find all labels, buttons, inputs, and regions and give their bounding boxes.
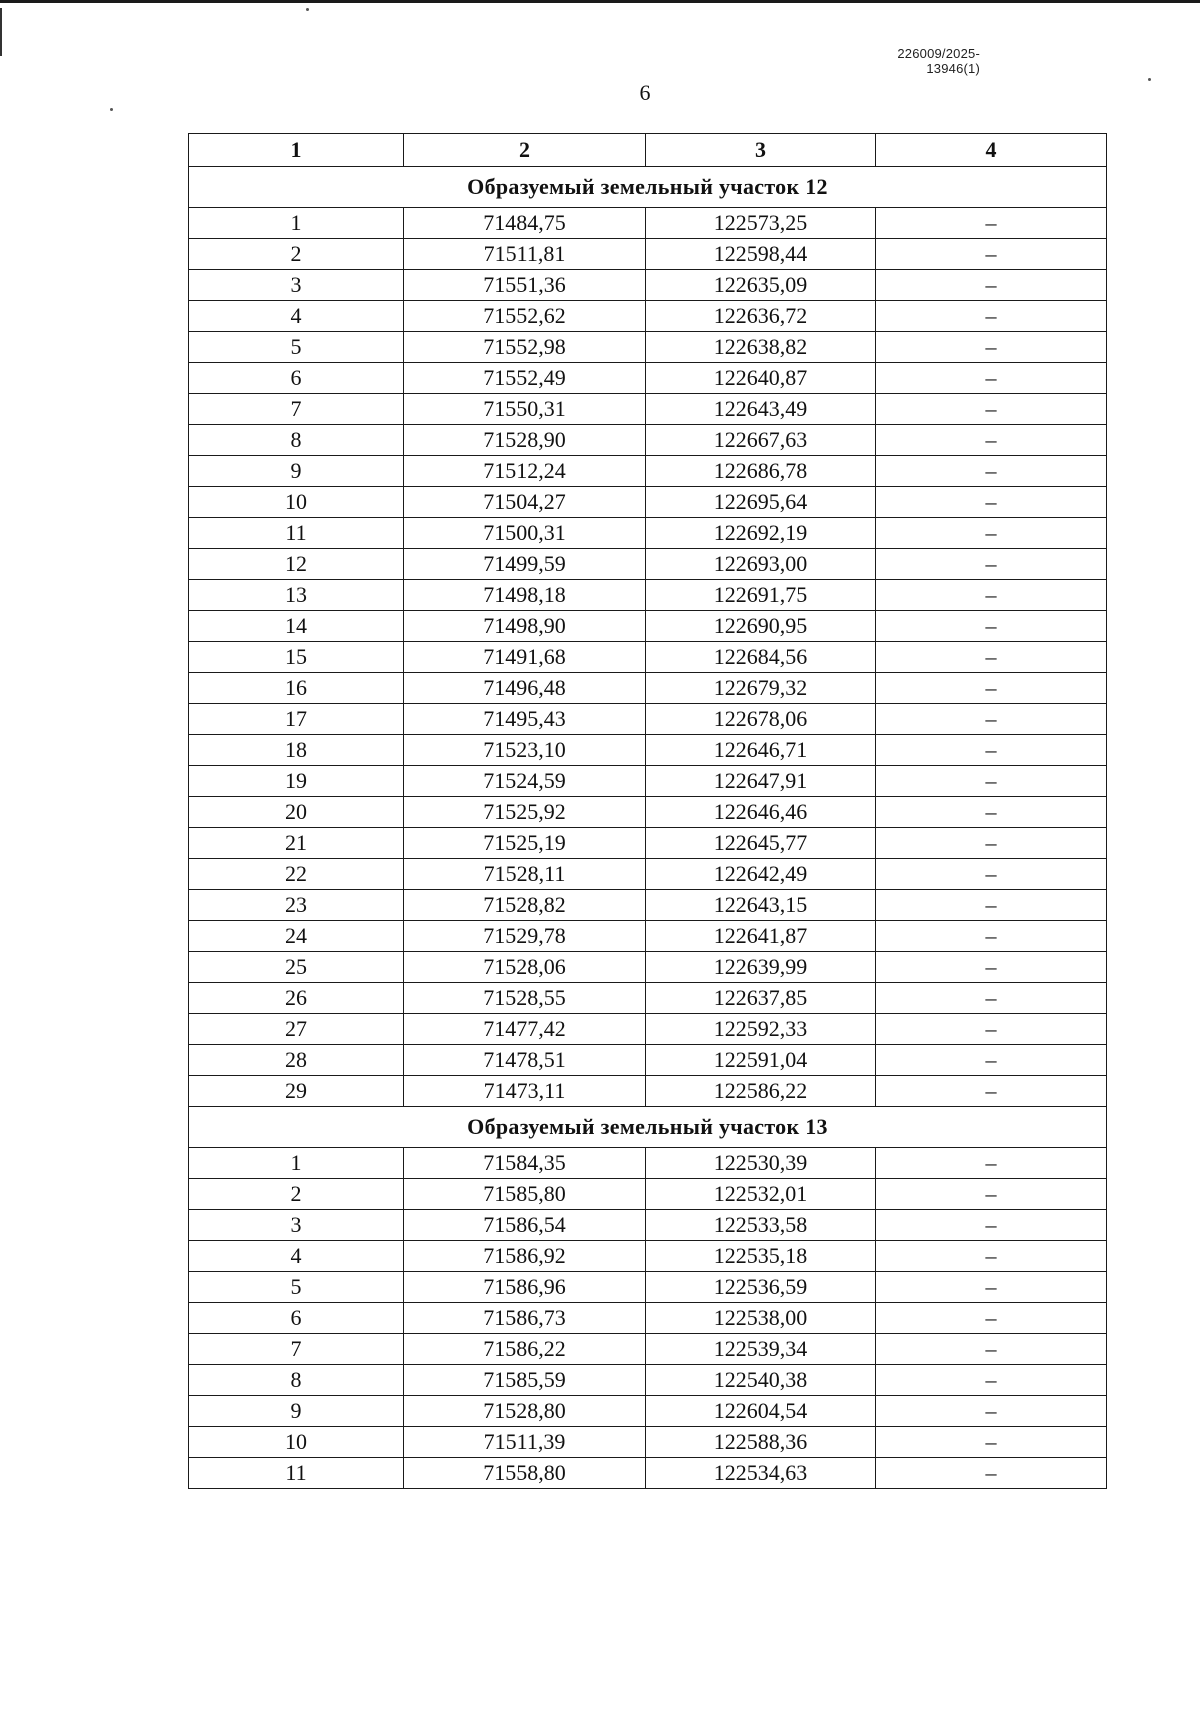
point-number-cell: 5 <box>189 332 404 363</box>
column-header: 2 <box>404 134 646 167</box>
x-coordinate-cell: 71525,19 <box>404 828 646 859</box>
scan-top-edge-line <box>0 0 1200 3</box>
table-row <box>189 1076 1107 1107</box>
point-number-cell: 26 <box>189 983 404 1014</box>
y-coordinate-cell: 122638,82 <box>646 332 876 363</box>
table-row <box>189 1179 1107 1210</box>
scan-speck <box>1148 78 1151 81</box>
y-coordinate-cell: 122640,87 <box>646 363 876 394</box>
y-coordinate-cell: 122646,46 <box>646 797 876 828</box>
point-number-cell: 2 <box>189 239 404 270</box>
x-coordinate-cell: 71552,62 <box>404 301 646 332</box>
characteristic-cell: – <box>876 208 1107 239</box>
column-header: 4 <box>876 134 1107 167</box>
y-coordinate-cell: 122641,87 <box>646 921 876 952</box>
characteristic-cell: – <box>876 1303 1107 1334</box>
characteristic-cell: – <box>876 828 1107 859</box>
table-row <box>189 921 1107 952</box>
x-coordinate-cell: 71511,39 <box>404 1427 646 1458</box>
characteristic-cell: – <box>876 859 1107 890</box>
characteristic-cell: – <box>876 735 1107 766</box>
table-row <box>189 363 1107 394</box>
point-number-cell: 17 <box>189 704 404 735</box>
table-row <box>189 1396 1107 1427</box>
x-coordinate-cell: 71529,78 <box>404 921 646 952</box>
table-header-row <box>189 134 1107 167</box>
x-coordinate-cell: 71524,59 <box>404 766 646 797</box>
characteristic-cell: – <box>876 301 1107 332</box>
x-coordinate-cell: 71528,06 <box>404 952 646 983</box>
y-coordinate-cell: 122533,58 <box>646 1210 876 1241</box>
document-registration-number: 226009/2025-13946(1) <box>897 46 980 76</box>
y-coordinate-cell: 122678,06 <box>646 704 876 735</box>
scan-speck <box>306 8 309 11</box>
characteristic-cell: – <box>876 394 1107 425</box>
point-number-cell: 27 <box>189 1014 404 1045</box>
table-row <box>189 518 1107 549</box>
point-number-cell: 21 <box>189 828 404 859</box>
y-coordinate-cell: 122532,01 <box>646 1179 876 1210</box>
y-coordinate-cell: 122692,19 <box>646 518 876 549</box>
y-coordinate-cell: 122646,71 <box>646 735 876 766</box>
x-coordinate-cell: 71525,92 <box>404 797 646 828</box>
point-number-cell: 23 <box>189 890 404 921</box>
table-row <box>189 208 1107 239</box>
x-coordinate-cell: 71477,42 <box>404 1014 646 1045</box>
characteristic-cell: – <box>876 1458 1107 1489</box>
point-number-cell: 25 <box>189 952 404 983</box>
point-number-cell: 10 <box>189 1427 404 1458</box>
y-coordinate-cell: 122586,22 <box>646 1076 876 1107</box>
x-coordinate-cell: 71473,11 <box>404 1076 646 1107</box>
characteristic-cell: – <box>876 456 1107 487</box>
table-row <box>189 642 1107 673</box>
x-coordinate-cell: 71552,98 <box>404 332 646 363</box>
table-row <box>189 1334 1107 1365</box>
y-coordinate-cell: 122604,54 <box>646 1396 876 1427</box>
characteristic-cell: – <box>876 1427 1107 1458</box>
y-coordinate-cell: 122695,64 <box>646 487 876 518</box>
table-row <box>189 1272 1107 1303</box>
table-row <box>189 1045 1107 1076</box>
characteristic-cell: – <box>876 1076 1107 1107</box>
x-coordinate-cell: 71498,18 <box>404 580 646 611</box>
table-row <box>189 332 1107 363</box>
x-coordinate-cell: 71491,68 <box>404 642 646 673</box>
x-coordinate-cell: 71586,96 <box>404 1272 646 1303</box>
y-coordinate-cell: 122667,63 <box>646 425 876 456</box>
characteristic-cell: – <box>876 1272 1107 1303</box>
x-coordinate-cell: 71551,36 <box>404 270 646 301</box>
point-number-cell: 10 <box>189 487 404 518</box>
characteristic-cell: – <box>876 1210 1107 1241</box>
y-coordinate-cell: 122588,36 <box>646 1427 876 1458</box>
x-coordinate-cell: 71585,80 <box>404 1179 646 1210</box>
characteristic-cell: – <box>876 1179 1107 1210</box>
characteristic-cell: – <box>876 487 1107 518</box>
y-coordinate-cell: 122540,38 <box>646 1365 876 1396</box>
table-row <box>189 952 1107 983</box>
x-coordinate-cell: 71584,35 <box>404 1148 646 1179</box>
x-coordinate-cell: 71552,49 <box>404 363 646 394</box>
y-coordinate-cell: 122573,25 <box>646 208 876 239</box>
point-number-cell: 5 <box>189 1272 404 1303</box>
point-number-cell: 24 <box>189 921 404 952</box>
point-number-cell: 11 <box>189 1458 404 1489</box>
x-coordinate-cell: 71550,31 <box>404 394 646 425</box>
table-row <box>189 611 1107 642</box>
point-number-cell: 7 <box>189 1334 404 1365</box>
y-coordinate-cell: 122539,34 <box>646 1334 876 1365</box>
table-row <box>189 1210 1107 1241</box>
table-row <box>189 828 1107 859</box>
table-row <box>189 1014 1107 1045</box>
characteristic-cell: – <box>876 549 1107 580</box>
y-coordinate-cell: 122647,91 <box>646 766 876 797</box>
point-number-cell: 1 <box>189 208 404 239</box>
characteristic-cell: – <box>876 1241 1107 1272</box>
x-coordinate-cell: 71496,48 <box>404 673 646 704</box>
characteristic-cell: – <box>876 611 1107 642</box>
x-coordinate-cell: 71528,90 <box>404 425 646 456</box>
characteristic-cell: – <box>876 363 1107 394</box>
characteristic-cell: – <box>876 704 1107 735</box>
y-coordinate-cell: 122536,59 <box>646 1272 876 1303</box>
x-coordinate-cell: 71528,80 <box>404 1396 646 1427</box>
characteristic-cell: – <box>876 766 1107 797</box>
point-number-cell: 6 <box>189 363 404 394</box>
y-coordinate-cell: 122534,63 <box>646 1458 876 1489</box>
y-coordinate-cell: 122690,95 <box>646 611 876 642</box>
scan-left-edge-mark <box>0 8 2 56</box>
point-number-cell: 8 <box>189 425 404 456</box>
table-row <box>189 859 1107 890</box>
point-number-cell: 11 <box>189 518 404 549</box>
characteristic-cell: – <box>876 1365 1107 1396</box>
table-row <box>189 1303 1107 1334</box>
point-number-cell: 20 <box>189 797 404 828</box>
x-coordinate-cell: 71511,81 <box>404 239 646 270</box>
y-coordinate-cell: 122693,00 <box>646 549 876 580</box>
point-number-cell: 9 <box>189 456 404 487</box>
characteristic-cell: – <box>876 425 1107 456</box>
coordinates-table-body <box>189 134 1107 1489</box>
table-row <box>189 580 1107 611</box>
point-number-cell: 28 <box>189 1045 404 1076</box>
characteristic-cell: – <box>876 580 1107 611</box>
x-coordinate-cell: 71585,59 <box>404 1365 646 1396</box>
x-coordinate-cell: 71586,92 <box>404 1241 646 1272</box>
y-coordinate-cell: 122591,04 <box>646 1045 876 1076</box>
table-row <box>189 456 1107 487</box>
x-coordinate-cell: 71523,10 <box>404 735 646 766</box>
x-coordinate-cell: 71498,90 <box>404 611 646 642</box>
point-number-cell: 18 <box>189 735 404 766</box>
y-coordinate-cell: 122635,09 <box>646 270 876 301</box>
y-coordinate-cell: 122598,44 <box>646 239 876 270</box>
y-coordinate-cell: 122684,56 <box>646 642 876 673</box>
characteristic-cell: – <box>876 1148 1107 1179</box>
table-row <box>189 394 1107 425</box>
point-number-cell: 8 <box>189 1365 404 1396</box>
coordinates-table <box>188 133 1107 1489</box>
table-row <box>189 766 1107 797</box>
point-number-cell: 1 <box>189 1148 404 1179</box>
table-row <box>189 735 1107 766</box>
characteristic-cell: – <box>876 797 1107 828</box>
x-coordinate-cell: 71586,73 <box>404 1303 646 1334</box>
point-number-cell: 29 <box>189 1076 404 1107</box>
x-coordinate-cell: 71478,51 <box>404 1045 646 1076</box>
table-row <box>189 487 1107 518</box>
x-coordinate-cell: 71499,59 <box>404 549 646 580</box>
x-coordinate-cell: 71484,75 <box>404 208 646 239</box>
characteristic-cell: – <box>876 239 1107 270</box>
y-coordinate-cell: 122643,15 <box>646 890 876 921</box>
x-coordinate-cell: 71586,54 <box>404 1210 646 1241</box>
point-number-cell: 4 <box>189 301 404 332</box>
table-row <box>189 425 1107 456</box>
table-row <box>189 890 1107 921</box>
x-coordinate-cell: 71500,31 <box>404 518 646 549</box>
section-title: Образуемый земельный участок 12 <box>189 167 1107 208</box>
table-row <box>189 1148 1107 1179</box>
table-row <box>189 797 1107 828</box>
point-number-cell: 14 <box>189 611 404 642</box>
x-coordinate-cell: 71528,11 <box>404 859 646 890</box>
table-row <box>189 239 1107 270</box>
characteristic-cell: – <box>876 1045 1107 1076</box>
section-title-row <box>189 167 1107 208</box>
point-number-cell: 3 <box>189 1210 404 1241</box>
characteristic-cell: – <box>876 673 1107 704</box>
point-number-cell: 13 <box>189 580 404 611</box>
point-number-cell: 12 <box>189 549 404 580</box>
table-row <box>189 549 1107 580</box>
point-number-cell: 19 <box>189 766 404 797</box>
y-coordinate-cell: 122691,75 <box>646 580 876 611</box>
x-coordinate-cell: 71504,27 <box>404 487 646 518</box>
x-coordinate-cell: 71495,43 <box>404 704 646 735</box>
y-coordinate-cell: 122642,49 <box>646 859 876 890</box>
table-row <box>189 983 1107 1014</box>
point-number-cell: 15 <box>189 642 404 673</box>
x-coordinate-cell: 71528,55 <box>404 983 646 1014</box>
section-title-row <box>189 1107 1107 1148</box>
characteristic-cell: – <box>876 921 1107 952</box>
y-coordinate-cell: 122592,33 <box>646 1014 876 1045</box>
table-row <box>189 1427 1107 1458</box>
point-number-cell: 2 <box>189 1179 404 1210</box>
characteristic-cell: – <box>876 1334 1107 1365</box>
point-number-cell: 16 <box>189 673 404 704</box>
characteristic-cell: – <box>876 952 1107 983</box>
characteristic-cell: – <box>876 518 1107 549</box>
point-number-cell: 3 <box>189 270 404 301</box>
characteristic-cell: – <box>876 642 1107 673</box>
point-number-cell: 4 <box>189 1241 404 1272</box>
y-coordinate-cell: 122639,99 <box>646 952 876 983</box>
point-number-cell: 22 <box>189 859 404 890</box>
y-coordinate-cell: 122679,32 <box>646 673 876 704</box>
scan-speck <box>110 108 113 111</box>
x-coordinate-cell: 71528,82 <box>404 890 646 921</box>
characteristic-cell: – <box>876 332 1107 363</box>
y-coordinate-cell: 122643,49 <box>646 394 876 425</box>
y-coordinate-cell: 122645,77 <box>646 828 876 859</box>
point-number-cell: 9 <box>189 1396 404 1427</box>
point-number-cell: 7 <box>189 394 404 425</box>
section-title: Образуемый земельный участок 13 <box>189 1107 1107 1148</box>
column-header: 1 <box>189 134 404 167</box>
characteristic-cell: – <box>876 1396 1107 1427</box>
table-row <box>189 270 1107 301</box>
table-row <box>189 1365 1107 1396</box>
table-row <box>189 1241 1107 1272</box>
table-row <box>189 301 1107 332</box>
x-coordinate-cell: 71512,24 <box>404 456 646 487</box>
characteristic-cell: – <box>876 1014 1107 1045</box>
table-row <box>189 673 1107 704</box>
y-coordinate-cell: 122530,39 <box>646 1148 876 1179</box>
x-coordinate-cell: 71558,80 <box>404 1458 646 1489</box>
column-header: 3 <box>646 134 876 167</box>
y-coordinate-cell: 122538,00 <box>646 1303 876 1334</box>
table-row <box>189 1458 1107 1489</box>
page-number: 6 <box>639 80 651 105</box>
y-coordinate-cell: 122637,85 <box>646 983 876 1014</box>
y-coordinate-cell: 122535,18 <box>646 1241 876 1272</box>
point-number-cell: 6 <box>189 1303 404 1334</box>
characteristic-cell: – <box>876 270 1107 301</box>
characteristic-cell: – <box>876 890 1107 921</box>
table-row <box>189 704 1107 735</box>
y-coordinate-cell: 122686,78 <box>646 456 876 487</box>
y-coordinate-cell: 122636,72 <box>646 301 876 332</box>
x-coordinate-cell: 71586,22 <box>404 1334 646 1365</box>
characteristic-cell: – <box>876 983 1107 1014</box>
